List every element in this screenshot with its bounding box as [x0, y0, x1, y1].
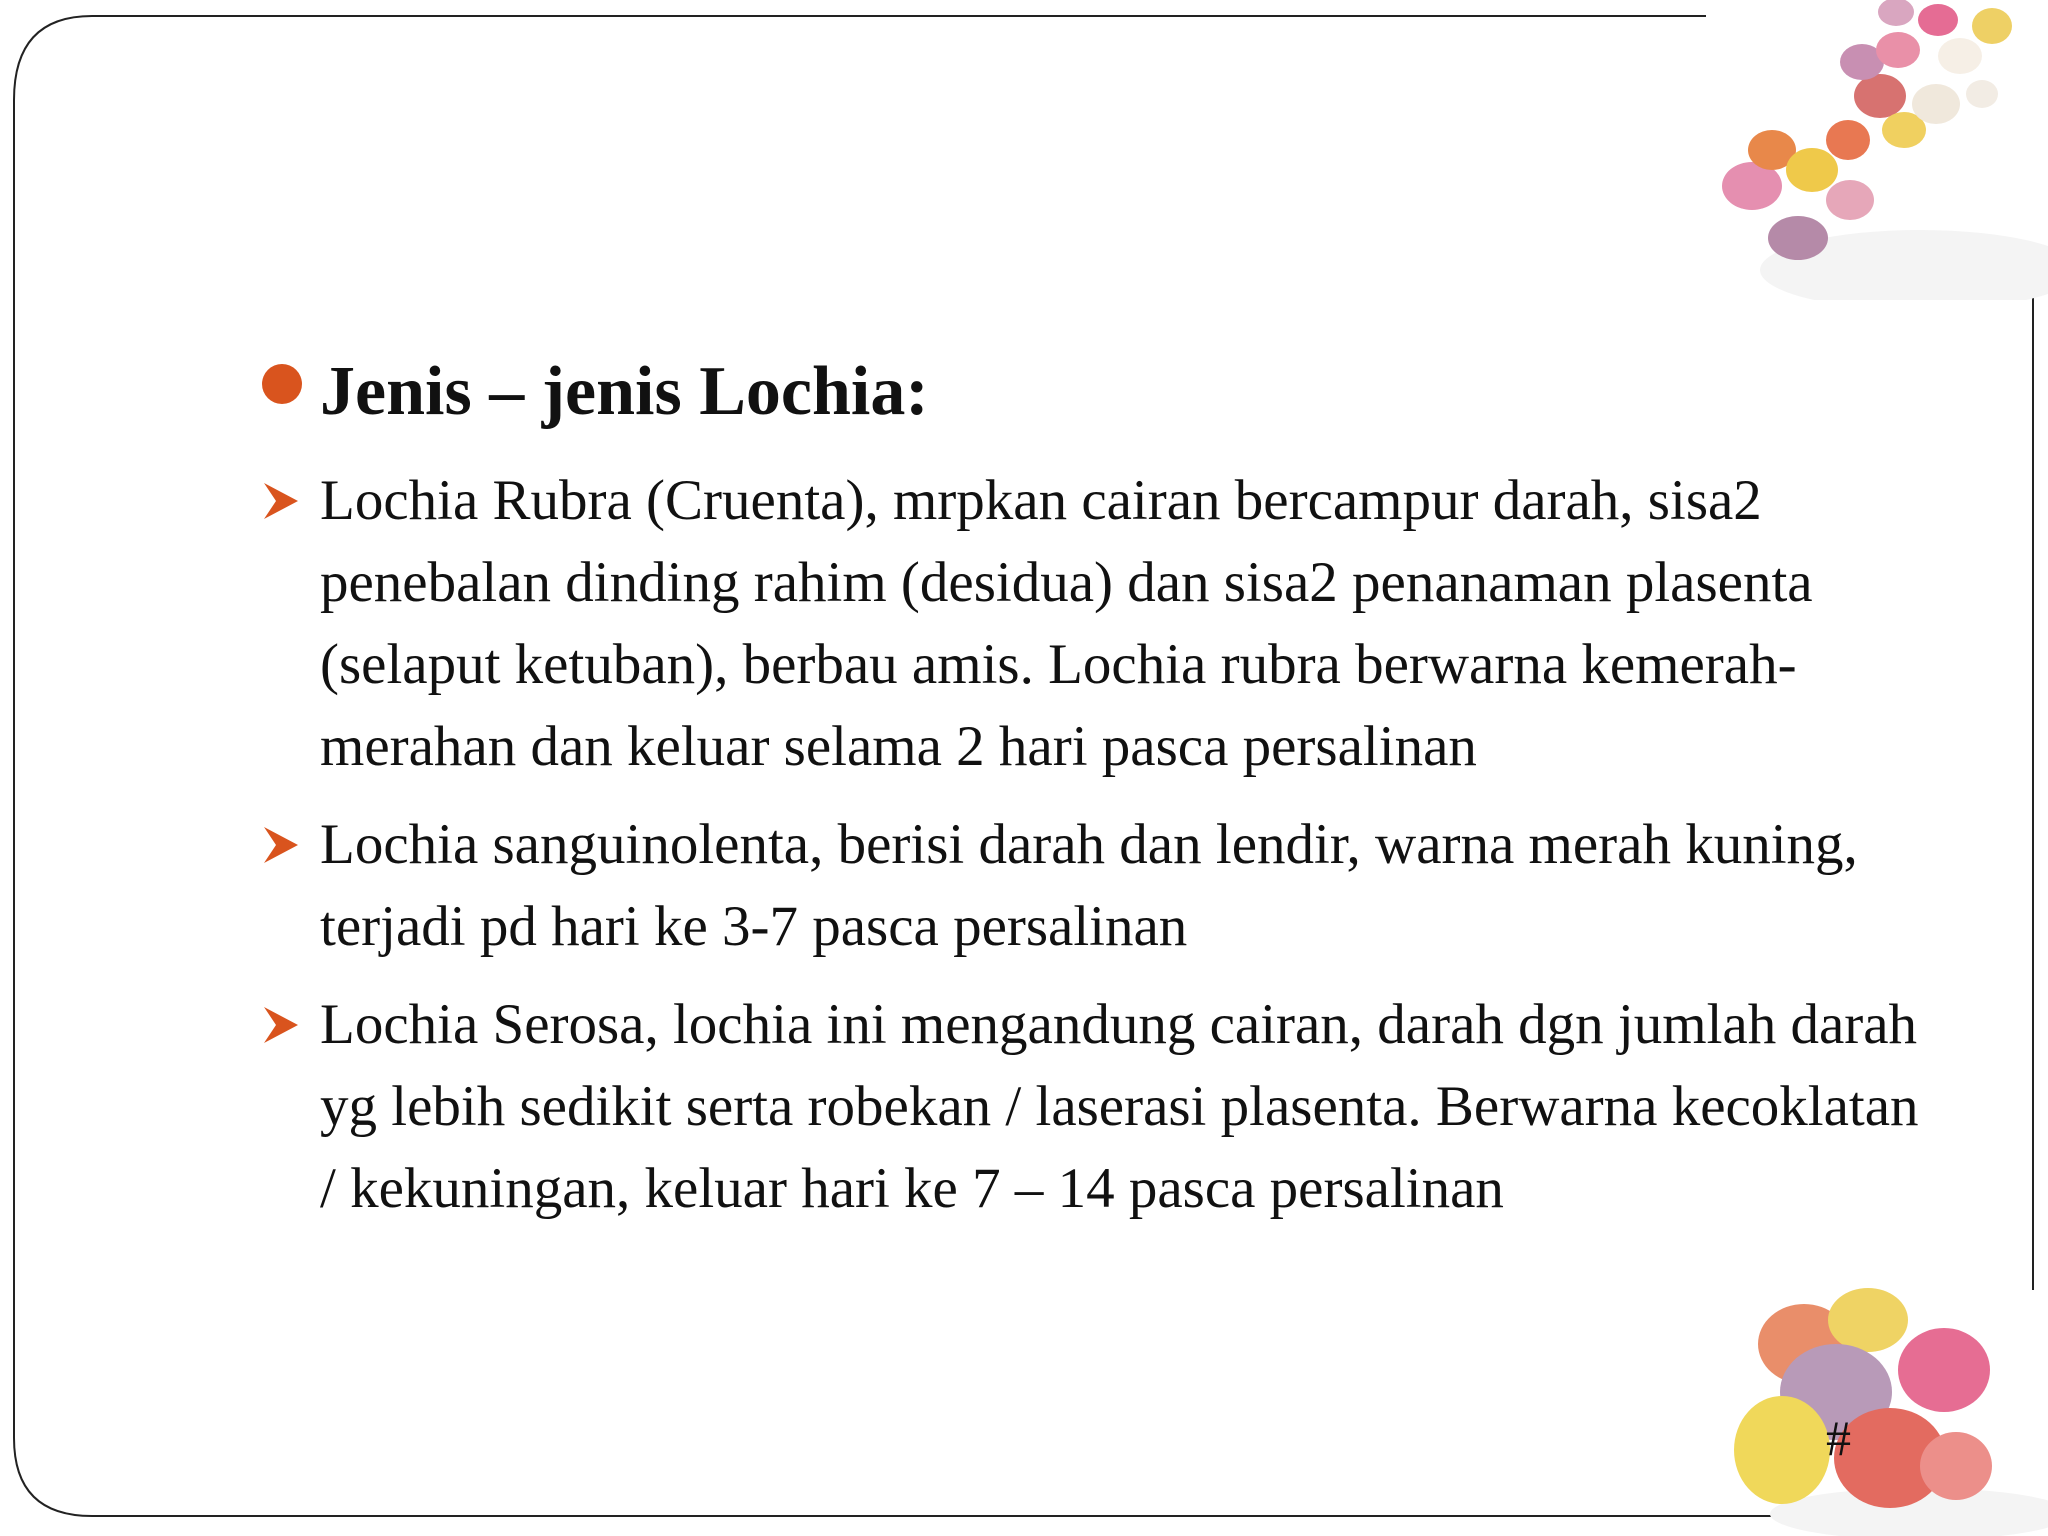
candy-eggs-bottom-decoration: [1720, 1280, 2048, 1536]
list-item-text: Lochia sanguinolenta, berisi darah dan lendir, warna merah kuning, terjadi pd hari ke 3-7 pasca persalinan: [320, 813, 1858, 958]
list-item-text: Lochia Rubra (Cruenta), mrpkan cairan bercampur darah, sisa2 penebalan dinding rahim (desidua) dan sisa2 penanaman plasenta (selaput ketuban), berbau amis. Lochia rubra berwarna kemerah-merahan dan keluar selama 2 hari pasca persalinan: [320, 469, 1813, 778]
arrowhead-icon: [262, 984, 320, 1066]
candy-eggs-top-decoration: [1700, 0, 2048, 300]
slide-heading: Jenis – jenis Lochia:: [320, 353, 929, 430]
list-item-text: Lochia Serosa, lochia ini mengandung cairan, darah dgn jumlah darah yg lebih sedikit serta robekan / laserasi plasenta. Berwarna kecoklatan / kekuningan, keluar hari ke 7 – 14 pasca persalinan: [320, 993, 1919, 1220]
arrowhead-icon: [262, 460, 320, 542]
list-item: [262, 984, 1942, 1230]
bullet-list: [262, 460, 1942, 1246]
list-item: [262, 804, 1942, 968]
page-number: #: [1826, 1410, 1851, 1466]
orange-dot-icon: [262, 364, 302, 404]
list-item: [262, 460, 1942, 788]
heading-row: [262, 352, 929, 432]
arrowhead-icon: [262, 804, 320, 886]
